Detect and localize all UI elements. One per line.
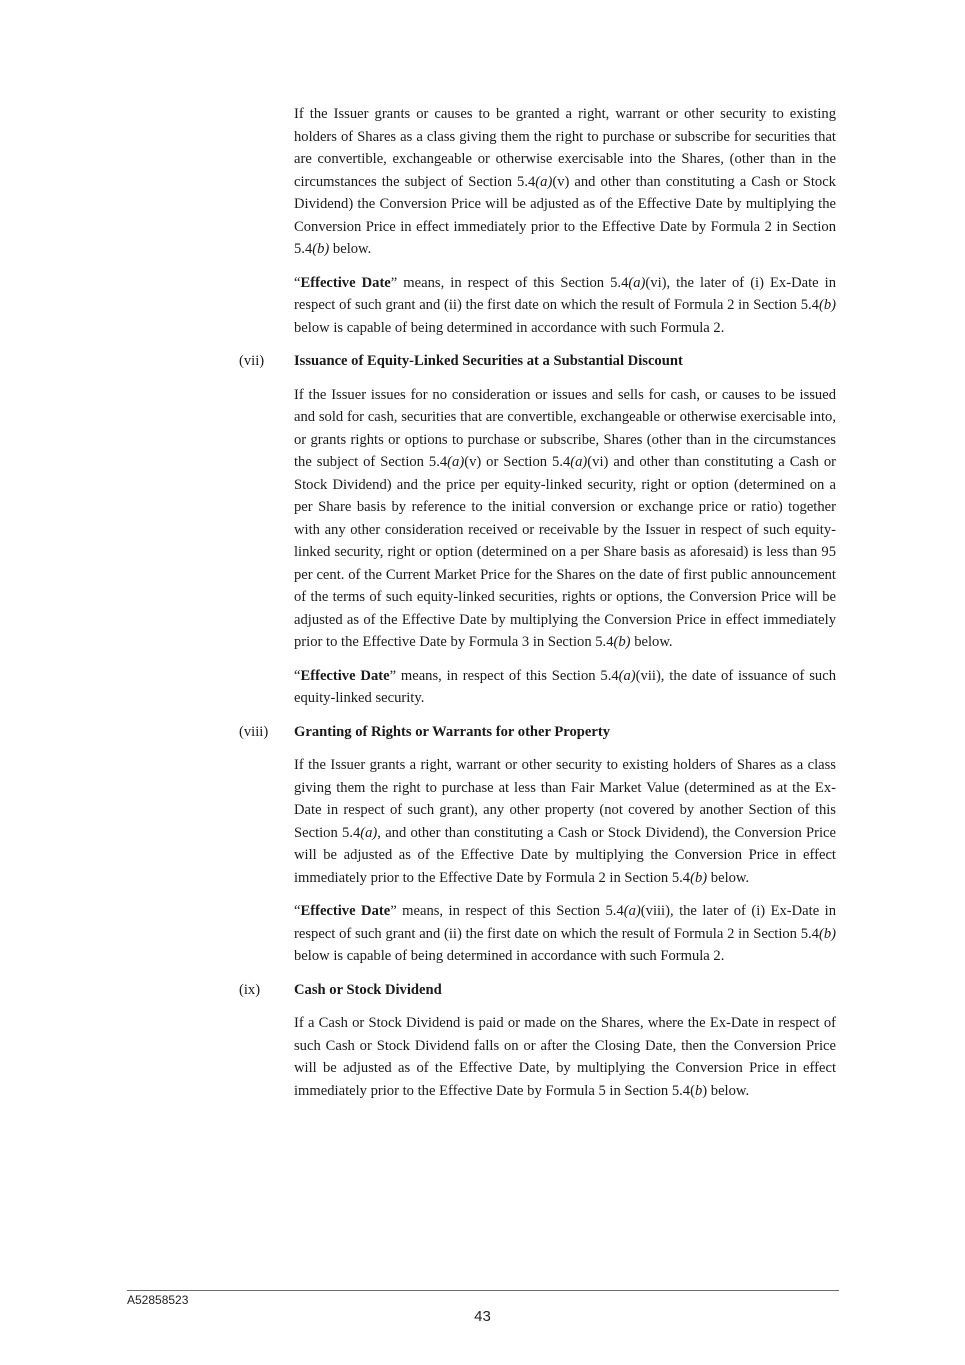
- footer-divider: [127, 1290, 839, 1291]
- bold-term: Effective Date: [300, 274, 391, 291]
- text-run: (v) or Section 5.4: [464, 454, 571, 470]
- italic-reference: (a): [535, 173, 553, 190]
- text-run: below is capable of being determined in accordance with such Formula 2.: [294, 948, 725, 964]
- page-number: 43: [474, 1308, 491, 1325]
- text-run: ” means, in respect of this Section 5.4: [390, 274, 629, 291]
- italic-reference: (a): [570, 454, 588, 470]
- text-run: (vi) and other than constituting a Cash or Stock Dividend) and the price per equity-linked security, right or option (determined on a per Share basis by reference to the initial conversion or exchange price or ratio) together with any other consideration received or receivable by the Issuer in respect of such equity-linked security, right or option (determined on a per Share basis as aforesaid) is less than 95 per cent. of the Current Market Price for the Shares on the date of first public announcement of the terms of such equity-linked securities, rights or options, the Conversion Price will be adjusted as of the Effective Date by multiplying the Conversion Price in effect immediately prior to the Effective Date by Formula 3 in Section 5.4: [294, 454, 836, 650]
- text-run: , and other than constituting a Cash or Stock Dividend), the Conversion Price will be adjusted as of the Effective Date by multiplying the Conversion Price in effect immediately prior to the Effective Date by Formula 2 in Section 5.4: [294, 824, 836, 886]
- italic-reference: (b): [312, 241, 330, 257]
- text-run: (v) and other than constituting a Cash or Stock Dividend) the Conversion Price will be adjusted as of the Effective Date by multiplying the Conversion Price in effect immediately prior to the Effective Date by Formula 2 in Section 5.4: [294, 173, 836, 257]
- text-run: “: [294, 274, 301, 291]
- item-title: Cash or Stock Dividend: [294, 981, 442, 998]
- italic-reference: (b): [690, 869, 708, 886]
- paragraph-equity-linked-issuance: [294, 384, 836, 654]
- text-run: If the Issuer issues for no consideration or issues and sells for cash, or causes to be issued and sold for cash, securities that are convertible, exchangeable or otherwise exercisable into, or grants rights or options to purchase or subscribe, Shares (other than in the circumstances the subject of Section 5.4: [294, 386, 836, 470]
- text-run: below.: [630, 634, 673, 650]
- text-run: ” means, in respect of this Section 5.4: [389, 667, 619, 684]
- text-run: below is capable of being determined in accordance with such Formula 2.: [294, 319, 725, 336]
- text-run: If the Issuer grants or causes to be granted a right, warrant or other security to existing holders of Shares as a class giving them the right to purchase or subscribe for securities that are convertible, exchangeable or otherwise exercisable into the Shares, (other than in the circumstances the subject of Section 5.4: [294, 106, 836, 190]
- text-run: “: [294, 667, 301, 684]
- item-number: (ix): [239, 981, 261, 998]
- text-run: If a Cash or Stock Dividend is paid or made on the Shares, where the Ex-Date in respect of such Cash or Stock Dividend falls on or after the Closing Date, then the Conversion Price will be adjusted as of the Effective Date, by multiplying the Conversion Price in effect immediately prior to the Effective Date by Formula 5 in Section 5.4(: [294, 1015, 836, 1099]
- paragraph-rights-other-property: [294, 754, 836, 889]
- text-run: (viii), the later of (i) Ex-Date in respect of such grant and (ii) the first date on which the result of Formula 2 in Section 5.4: [294, 903, 836, 942]
- italic-reference: (a): [447, 454, 465, 470]
- text-run: ” means, in respect of this Section 5.4: [390, 903, 624, 919]
- paragraph-cash-stock-dividend: [294, 1012, 836, 1102]
- italic-reference: (a): [360, 824, 378, 841]
- bold-term: Effective Date: [300, 903, 391, 919]
- item-number: (viii): [239, 723, 269, 740]
- item-number: (vii): [239, 353, 265, 369]
- item-heading-ix: [239, 979, 836, 1002]
- text-run: ) below.: [702, 1082, 750, 1099]
- italic-reference: (b): [818, 925, 836, 942]
- text-run: (vi), the later of (i) Ex-Date in respect of such grant and (ii) the first date on which the result of Formula 2 in Section 5.4: [294, 274, 837, 313]
- text-run: “: [294, 903, 301, 919]
- italic-reference: (b): [818, 297, 836, 313]
- item-title: Issuance of Equity-Linked Securities at a Substantial Discount: [294, 353, 683, 369]
- text-run: below.: [707, 869, 750, 886]
- item-heading-vii: [239, 350, 836, 373]
- paragraph-effective-date-vi: [294, 272, 836, 340]
- italic-reference: (b): [613, 634, 631, 650]
- paragraph-effective-date-vii: [294, 665, 836, 710]
- text-run: below.: [329, 241, 372, 257]
- bold-term: Effective Date: [300, 667, 390, 684]
- italic-reference: (a): [628, 274, 646, 291]
- paragraph-grant-convertible-rights: [294, 103, 836, 261]
- italic-reference: b: [694, 1082, 703, 1099]
- italic-reference: (a): [618, 667, 636, 684]
- text-run: (vii), the date of issuance of such equity-linked security.: [294, 667, 836, 706]
- item-title: Granting of Rights or Warrants for other Property: [294, 723, 611, 740]
- item-heading-viii: [239, 721, 836, 744]
- text-run: If the Issuer grants a right, warrant or other security to existing holders of Shares as a class giving them the right to purchase at less than Fair Market Value (determined as at the Ex-Date in respect of such grant), any other property (not covered by another Section of this Section 5.4: [294, 757, 836, 841]
- document-body: [239, 103, 837, 1102]
- italic-reference: (a): [623, 903, 641, 919]
- paragraph-effective-date-viii: [294, 900, 836, 968]
- document-reference: A52858523: [127, 1293, 189, 1307]
